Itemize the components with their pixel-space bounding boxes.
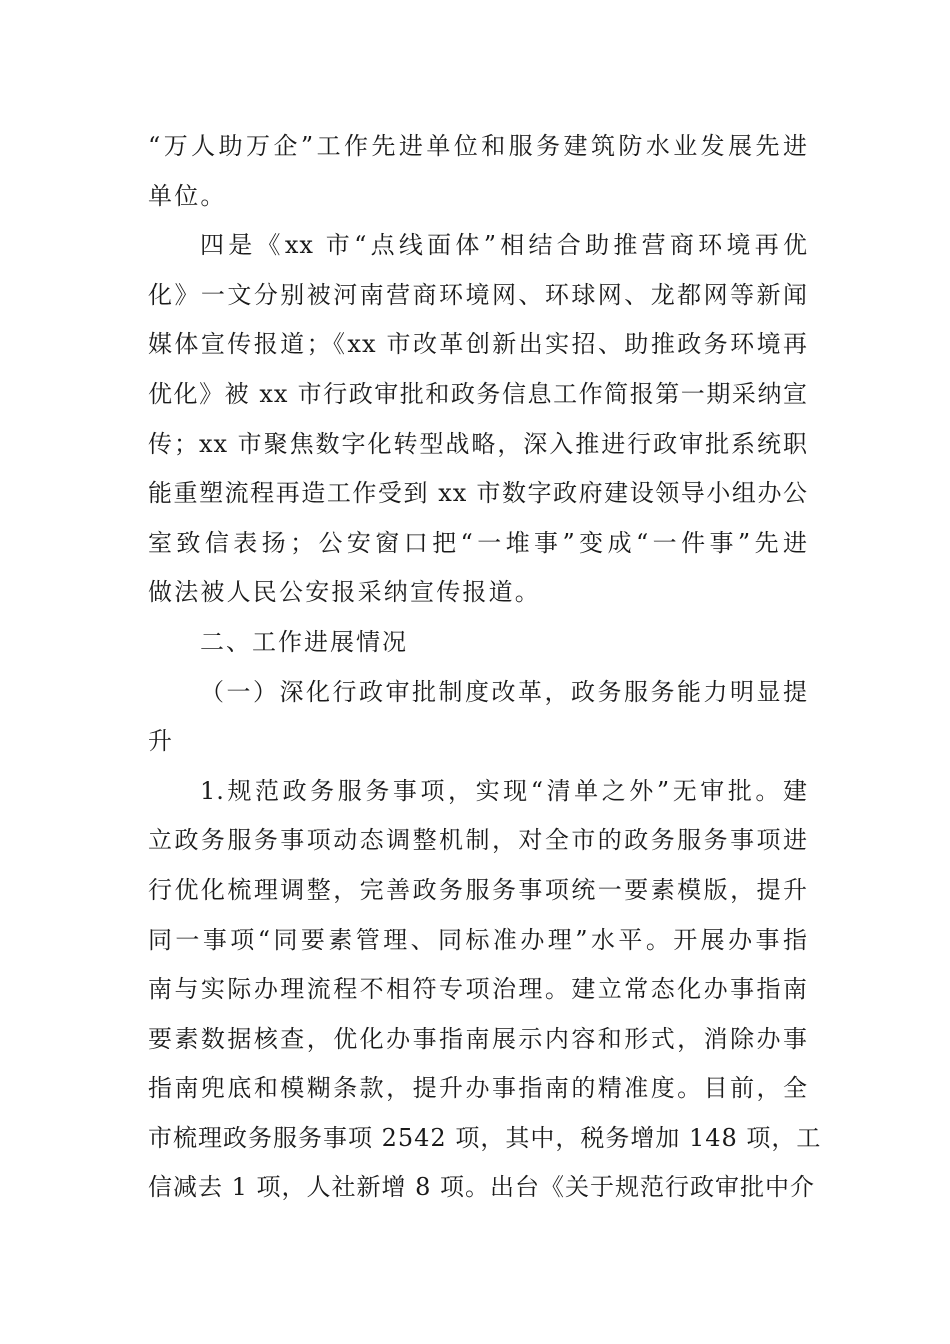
text-line: 能重塑流程再造工作受到 xx 市数字政府建设领导小组办公 (148, 479, 808, 508)
text-line: 化》一文分别被河南营商环境网、环球网、龙都网等新闻 (148, 280, 808, 309)
text-line: 四是《xx 市“点线面体”相结合助推营商环境再优 (200, 231, 808, 260)
text-line: 市梳理政务服务事项 2542 项，其中，税务增加 148 项，工 (148, 1123, 822, 1152)
text-line: 行优化梳理调整，完善政务服务事项统一要素模版，提升 (148, 875, 808, 904)
text-line: 优化》被 xx 市行政审批和政务信息工作简报第一期采纳宣 (148, 379, 808, 408)
subsection-heading (148, 668, 808, 767)
text-line: 传；xx 市聚焦数字化转型战略，深入推进行政审批系统职 (148, 429, 808, 458)
text-line: 立政务服务事项动态调整机制，对全市的政务服务事项进 (148, 826, 808, 855)
text-line: 1.规范政务服务事项，实现“清单之外”无审批。建 (200, 776, 808, 805)
text-line: （一）深化行政审批制度改革，政务服务能力明显提 (200, 677, 808, 706)
paragraph-service-items (148, 767, 822, 1213)
paragraph-achievements (148, 221, 808, 618)
text-line: 媒体宣传报道；《xx 市改革创新出实招、助推政务环境再 (148, 330, 808, 359)
text-line: 室致信表扬；公安窗口把“一堆事”变成“一件事”先进 (148, 528, 808, 557)
paragraph-continuation (148, 122, 808, 221)
text-line: 要素数据核查，优化办事指南展示内容和形式，消除办事 (148, 1024, 808, 1053)
document-page (148, 122, 822, 1213)
text-line: 南与实际办理流程不相符专项治理。建立常态化办事指南 (148, 975, 808, 1004)
text-line: 升 (148, 727, 175, 756)
text-line: 做法被人民公安报采纳宣传报道。 (148, 578, 541, 607)
text-line: 指南兜底和模糊条款，提升办事指南的精准度。目前，全 (148, 1074, 808, 1103)
text-line: 同一事项“同要素管理、同标准办理”水平。开展办事指 (148, 925, 808, 954)
text-line: 单位。 (148, 181, 227, 210)
section-heading: 二、工作进展情况 (200, 627, 408, 656)
text-line: 信减去 1 项，人社新增 8 项。出台《关于规范行政审批中介 (148, 1173, 816, 1202)
text-line: “万人助万企”工作先进单位和服务建筑防水业发展先进 (148, 132, 808, 160)
